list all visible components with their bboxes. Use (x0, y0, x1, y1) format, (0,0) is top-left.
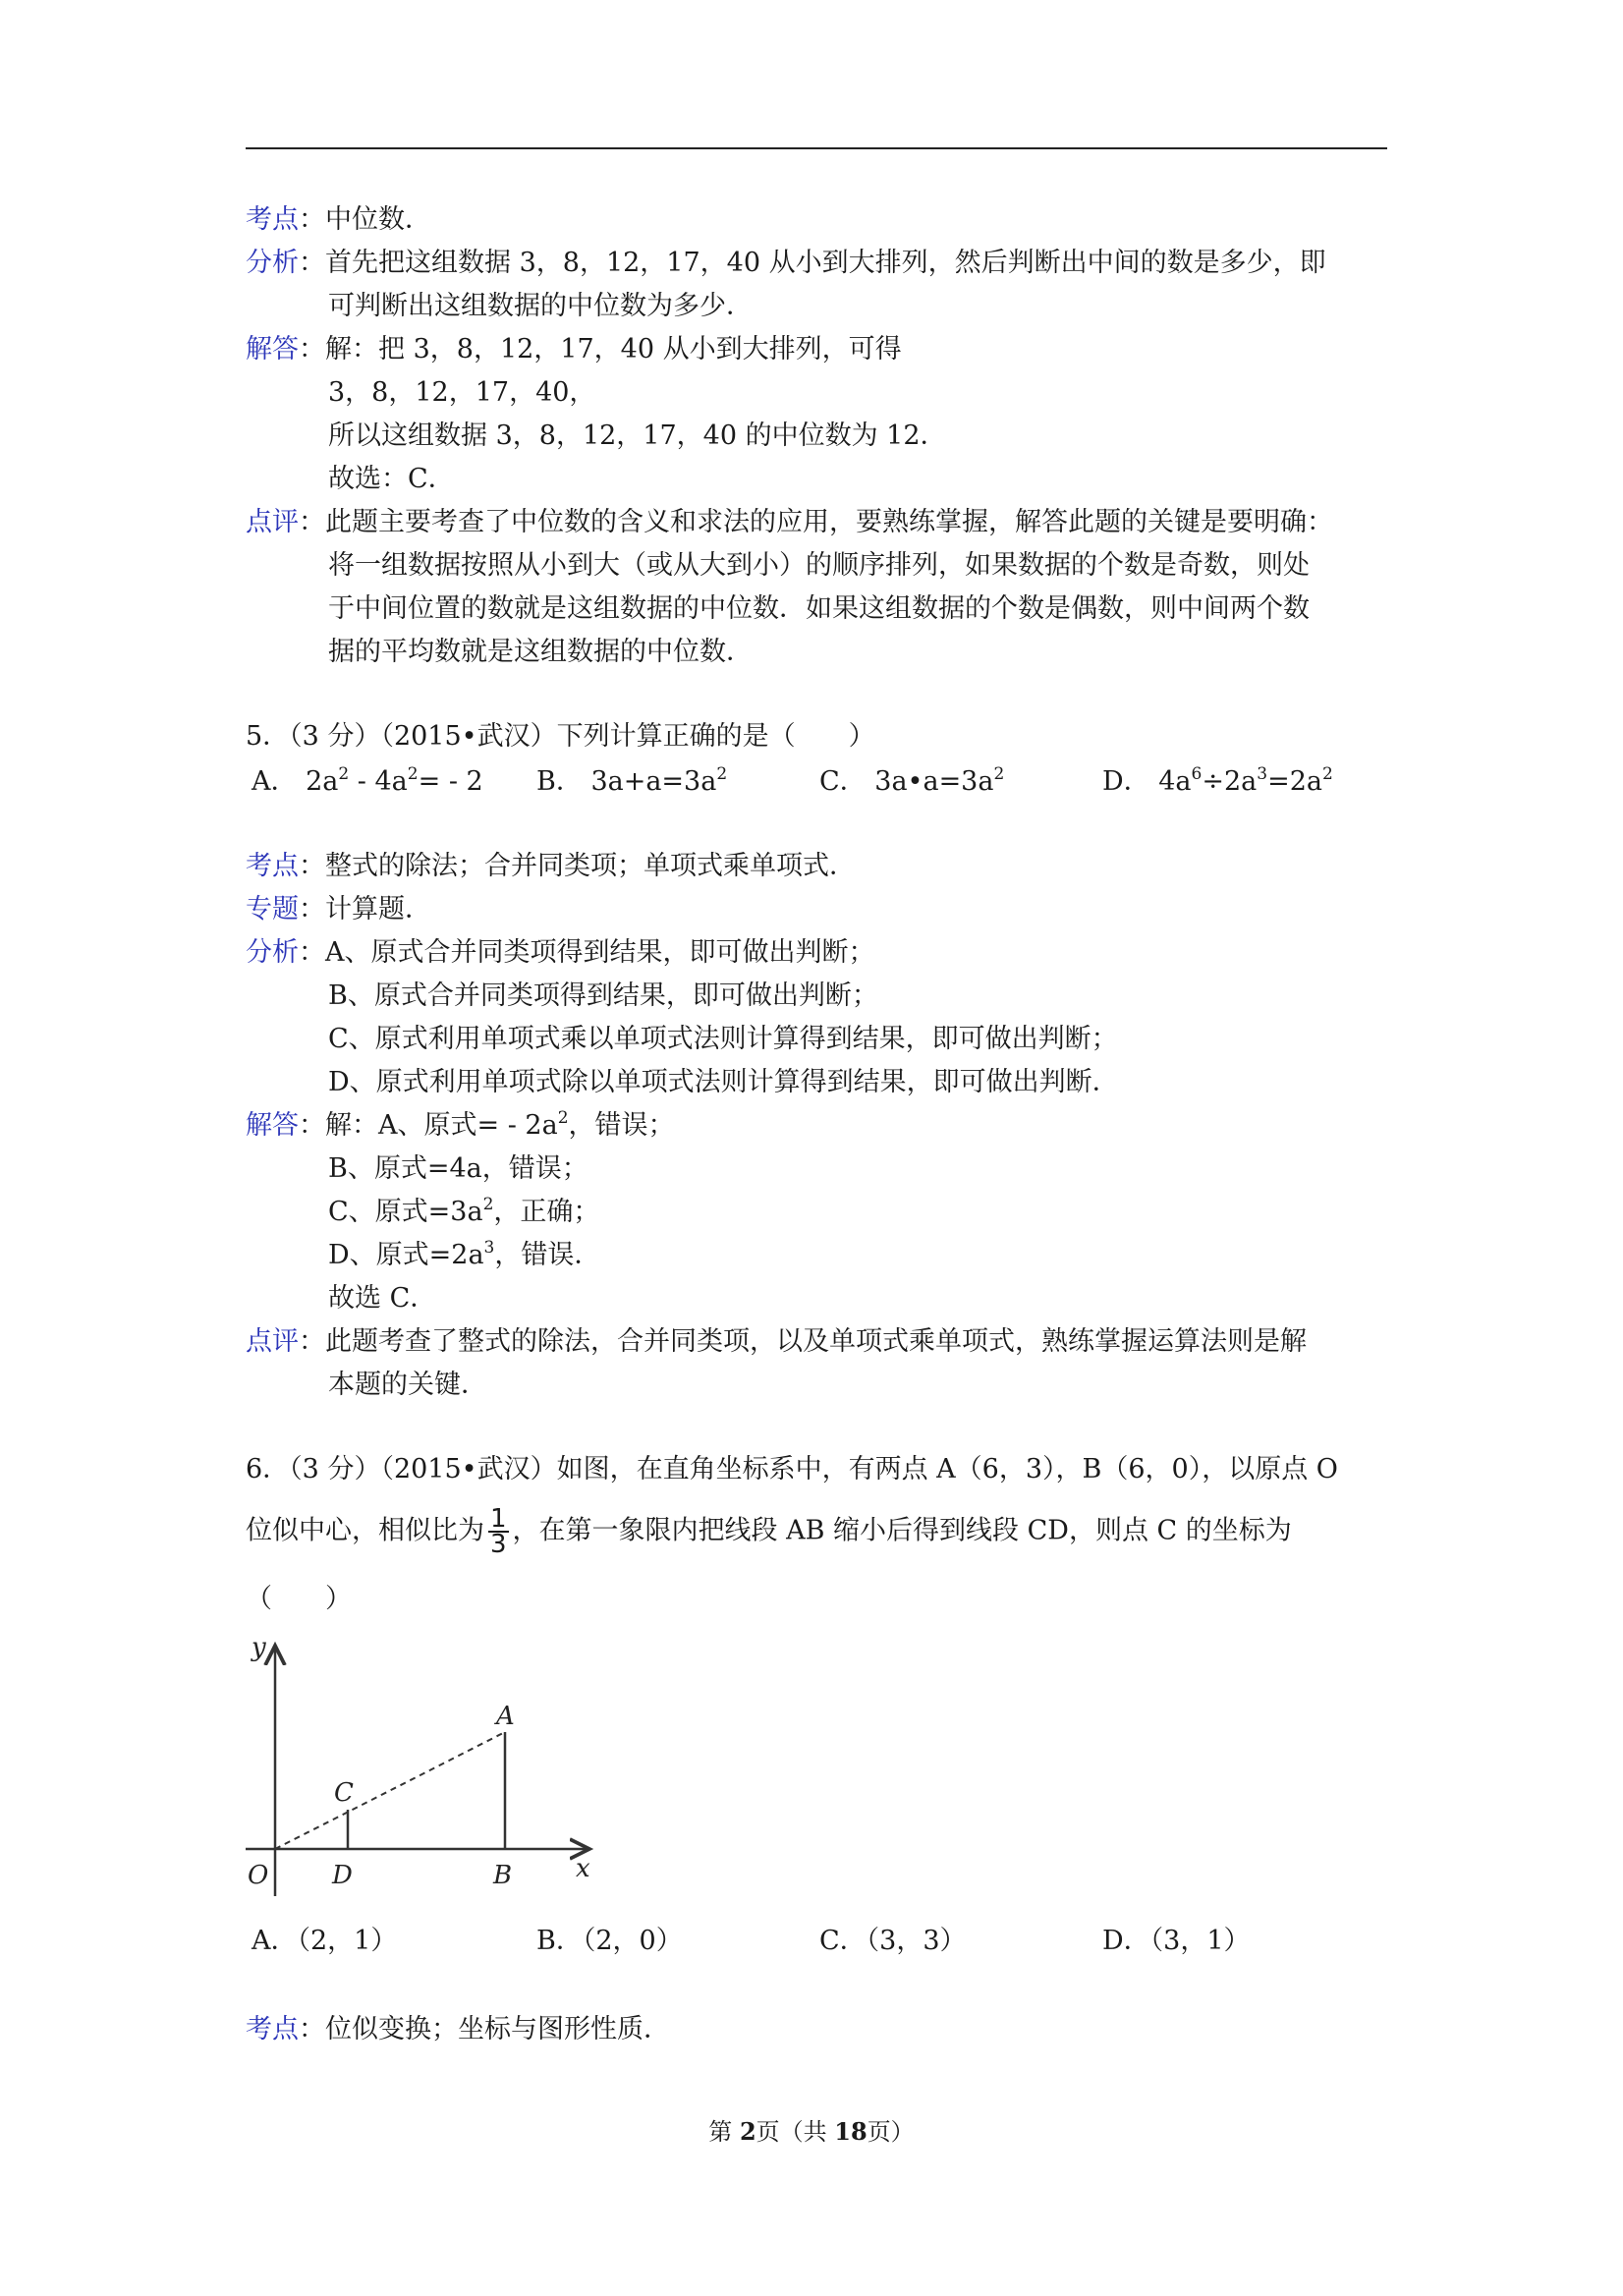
ratio-fraction: $\frac{1}{3}$ (490, 1504, 507, 1559)
q6-option-b: B．（2，0） (536, 1926, 683, 1956)
jieda-line: D、原式$=2a^3$，错误． (328, 1238, 601, 1270)
q5-zhuanti: 专题：计算题． (246, 894, 431, 924)
label-o: O (248, 1861, 269, 1890)
q5-option-b: B． $3a+a=3a^2$ (536, 764, 728, 797)
fenxi-line: A、原式合并同类项得到结果，即可做出判断； (325, 937, 875, 968)
label-c: C (334, 1778, 354, 1808)
jieda-line: 3，8，12，17，40， (328, 377, 596, 408)
q5-option-c: C． $3a•a=3a^2$ (819, 764, 1005, 797)
kaodian-text: 整式的除法；合并同类项；单项式乘单项式． (325, 851, 856, 881)
dashed-line-oa (275, 1732, 505, 1849)
q4-jieda: 解答：解：把 3，8，12，17，40 从小到大排列，可得 (246, 334, 902, 364)
q4-fenxi: 分析：首先把这组数据 3，8，12，17，40 从小到大排列，然后判断出中间的数是多少，即 (246, 248, 1326, 278)
q6-stem-line3: （ ） (246, 1584, 352, 1614)
label-b: B (493, 1861, 513, 1890)
dianping-line: 此题主要考查了中位数的含义和求法的应用，要熟练掌握，解答此题的关键是要明确： (325, 507, 1333, 537)
label-x: x (576, 1854, 590, 1883)
dianping-label: 点评 (246, 507, 299, 537)
fenxi-text-cont: 可判断出这组数据的中位数为多少． (328, 291, 753, 321)
page-total: 18 (834, 2117, 867, 2146)
q6-option-c: C．（3，3） (819, 1926, 967, 1956)
q4-dianping: 点评：此题主要考查了中位数的含义和求法的应用，要熟练掌握，解答此题的关键是要明确： (246, 507, 1333, 537)
q4-kaodian: 考点：中位数． (246, 204, 431, 235)
q5-kaodian: 考点：整式的除法；合并同类项；单项式乘单项式． (246, 851, 856, 881)
dianping-line: 于中间位置的数就是这组数据的中位数．如果这组数据的个数是偶数，则中间两个数 (328, 593, 1310, 624)
fenxi-label: 分析 (246, 248, 299, 278)
label-d: D (332, 1861, 353, 1890)
dianping-line: 此题考查了整式的除法，合并同类项，以及单项式乘单项式，熟练掌握运算法则是解 (325, 1326, 1307, 1357)
jieda-label: 解答 (246, 1110, 299, 1141)
q6-option-d: D．（3，1） (1102, 1926, 1251, 1956)
q6-stem-line2: 位似中心，相似比为 $\frac{1}{3}$ ，在第一象限内把线段 AB 缩小后得到线段 CD，则点 C 的坐标为 (246, 1504, 1292, 1559)
jieda-line: B、原式=4a，错误； (328, 1153, 588, 1184)
zhuanti-text: 计算题． (325, 894, 431, 924)
jieda-line: 故选 C． (328, 1283, 437, 1314)
jieda-line: 解：把 3，8，12，17，40 从小到大排列，可得 (325, 334, 902, 364)
dianping-line: 将一组数据按照从小到大（或从大到小）的顺序排列，如果数据的个数是奇数，则处 (328, 550, 1310, 581)
kaodian-label: 考点 (246, 851, 299, 881)
dianping-label: 点评 (246, 1326, 299, 1357)
label-a: A (496, 1702, 515, 1731)
q5-fenxi: 分析：A、原式合并同类项得到结果，即可做出判断； (246, 937, 875, 968)
jieda-label: 解答 (246, 334, 299, 364)
label-y: y (252, 1633, 266, 1662)
q5-stem: 5．（3 分）（2015•武汉）下列计算正确的是（ ） (246, 721, 875, 752)
fenxi-line: B、原式合并同类项得到结果，即可做出判断； (328, 980, 878, 1011)
dianping-line: 本题的关键． (328, 1370, 487, 1400)
coordinate-figure (236, 1626, 609, 1911)
kaodian-text: 位似变换；坐标与图形性质． (325, 2014, 670, 2044)
q6-kaodian: 考点：位似变换；坐标与图形性质． (246, 2014, 670, 2044)
page-number: 2 (739, 2117, 756, 2146)
header-rule (246, 147, 1387, 149)
fenxi-line: C、原式利用单项式乘以单项式法则计算得到结果，即可做出判断； (328, 1024, 1118, 1054)
q6-option-a: A．（2，1） (252, 1926, 398, 1956)
q5-dianping: 点评：此题考查了整式的除法，合并同类项，以及单项式乘单项式，熟练掌握运算法则是解 (246, 1326, 1307, 1357)
q5-option-a: A． $2a^2 - 4a^2= - 2$ (252, 764, 483, 797)
fenxi-label: 分析 (246, 937, 299, 968)
q5-option-d: D． $4a^6\div 2a^3=2a^2$ (1102, 764, 1333, 797)
jieda-line: 所以这组数据 3，8，12，17，40 的中位数为 12． (328, 420, 947, 451)
kaodian-text: 中位数． (325, 204, 431, 235)
page-footer: 第 2页（共 18页） (708, 2117, 915, 2146)
fenxi-line: D、原式利用单项式除以单项式法则计算得到结果，即可做出判断． (328, 1067, 1119, 1097)
dianping-line: 据的平均数就是这组数据的中位数． (328, 637, 753, 667)
fenxi-text: 首先把这组数据 3，8，12，17，40 从小到大排列，然后判断出中间的数是多少，即 (325, 248, 1326, 278)
jieda-line: C、原式$=3a^2$，正确； (328, 1195, 600, 1227)
kaodian-label: 考点 (246, 204, 299, 235)
q6-stem-line1: 6．（3 分）（2015•武汉）如图，在直角坐标系中，有两点 A（6，3），B（6，0），以原点 O (246, 1454, 1338, 1484)
q5-jieda: 解答：解：A、原式= - $2a^2$，错误； (246, 1108, 675, 1141)
zhuanti-label: 专题 (246, 894, 299, 924)
jieda-line: 故选：C． (328, 464, 455, 494)
kaodian-label: 考点 (246, 2014, 299, 2044)
